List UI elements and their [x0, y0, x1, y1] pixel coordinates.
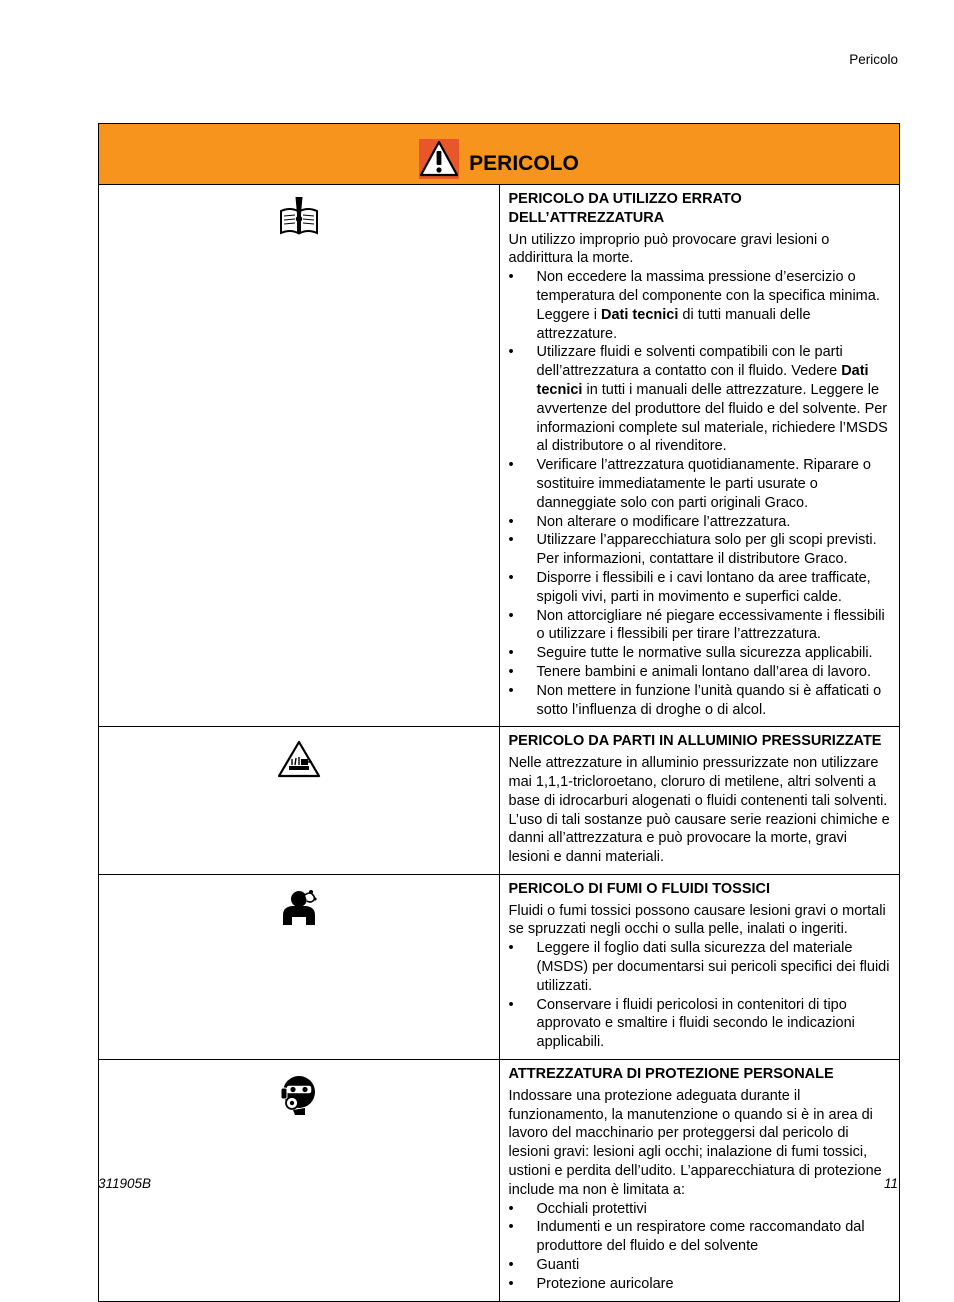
- list-item: • Tenere bambini e animali lontano dall’area di lavoro.: [509, 663, 891, 682]
- section-title: ATTREZZATURA DI PROTEZIONE PERSONALE: [508, 1066, 834, 1083]
- section-title: PERICOLO DI FUMI O FLUIDI TOSSICI: [508, 880, 771, 897]
- section-title: PERICOLO DA PARTI IN ALLUMINIO PRESSURIZZATE: [508, 733, 882, 750]
- list-item: • Protezione auricolare: [509, 1275, 891, 1294]
- list-item: • Verificare l’attrezzatura quotidianamente. Riparare o sostituire immediatamente le parti usurate o danneggiate solo con parti originali Graco.: [509, 456, 891, 512]
- list-item: • Conservare i fluidi pericolosi in contenitori di tipo approvato e smaltire i fluidi secondo le indicazioni applicabili.: [509, 996, 891, 1052]
- section-intro: Nelle attrezzature in alluminio pressurizzate non utilizzare mai 1,1,1-tricloroetano, cloruro di metilene, altri solventi a base di idrocarburi alogenati o fluidi contenenti tali solventi. L’uso di tali sostanze può causare serie reazioni chimiche e danni all’attrezzatura e può provocare la morte, gravi lesioni e danni materiali.: [508, 755, 890, 866]
- warning-row: [99, 185, 900, 727]
- warning-row: [99, 1060, 900, 1302]
- warning-row: [99, 874, 900, 1059]
- list-item: • Utilizzare l’apparecchiatura solo per gli scopi previsti. Per informazioni, contattare il distributore Graco.: [509, 531, 891, 569]
- list-item: • Non alterare o modificare l’attrezzatura.: [509, 513, 891, 532]
- warning-table: [98, 123, 900, 1302]
- section-intro: Indossare una protezione adeguata durante il funzionamento, la manutenzione o quando si è in area di lavoro del macchinario per proteggersi dal pericolo di lesioni gravi: lesioni agli occhi; inalazione di fumi tossici, ustioni e perdita dell’udito. L’apparecchiatura di protezione include ma non è limitata a:: [508, 1087, 882, 1198]
- exclamation-icon: [419, 139, 459, 179]
- banner-title: PERICOLO: [469, 152, 579, 175]
- warning-row: [99, 727, 900, 875]
- list-item: • Seguire tutte le normative sulla sicurezza applicabili.: [509, 644, 891, 663]
- bullet-list: [509, 939, 891, 1052]
- list-item: • Leggere il foglio dati sulla sicurezza del materiale (MSDS) per documentarsi sui pericoli specifici dei fluidi utilizzati.: [509, 939, 891, 995]
- list-item: • Indumenti e un respiratore come raccomandato dal produttore del fluido e del solvente: [509, 1218, 891, 1256]
- page-number: 11: [883, 1176, 898, 1191]
- running-header: Pericolo: [849, 52, 898, 67]
- list-item: • Non attorcigliare né piegare eccessivamente i flessibili o utilizzare i flessibili per tirare l’attrezzatura.: [509, 607, 891, 645]
- bullet-list: [509, 1200, 891, 1294]
- section-title: PERICOLO DA UTILIZZO ERRATO DELL’ATTREZZATURA: [508, 191, 742, 226]
- list-item: • Guanti: [509, 1256, 891, 1275]
- document-id: 311905B: [98, 1176, 152, 1191]
- list-item: • Disporre i flessibili e i cavi lontano da aree trafficate, spigoli vivi, parti in movimento e superfici calde.: [509, 569, 891, 607]
- section-intro: Un utilizzo improprio può provocare gravi lesioni o addirittura la morte.: [508, 231, 830, 267]
- chemical-reaction-icon: [277, 739, 321, 779]
- bullet-list: [509, 268, 891, 719]
- toxic-fumes-icon: [277, 887, 321, 927]
- warning-banner: [99, 124, 900, 185]
- list-item: • Utilizzare fluidi e solventi compatibili con le parti dell’attrezzatura a contatto con il fluido. Vedere Dati tecnici in tutti i manuali delle attrezzature. Leggere le avvertenze del produttore del fluido e del solvente. Per informazioni complete sul materiale, richiedere l’MSDS al distributore o al rivenditore.: [509, 343, 891, 456]
- list-item: • Occhiali protettivi: [509, 1200, 891, 1219]
- list-item: • Non mettere in funzione l’unità quando si è affaticati o sotto l’influenza di droghe o di alcol.: [509, 682, 891, 720]
- manual-read-icon: [277, 197, 321, 237]
- protective-equipment-icon: [277, 1072, 321, 1116]
- section-intro: Fluidi o fumi tossici possono causare lesioni gravi o mortali se spruzzati negli occhi o sulla pelle, inalati o ingeriti.: [508, 902, 886, 938]
- list-item: • Non eccedere la massima pressione d’esercizio o temperatura del componente con la specifica minima. Leggere i Dati tecnici di tutti manuali delle attrezzature.: [509, 268, 891, 343]
